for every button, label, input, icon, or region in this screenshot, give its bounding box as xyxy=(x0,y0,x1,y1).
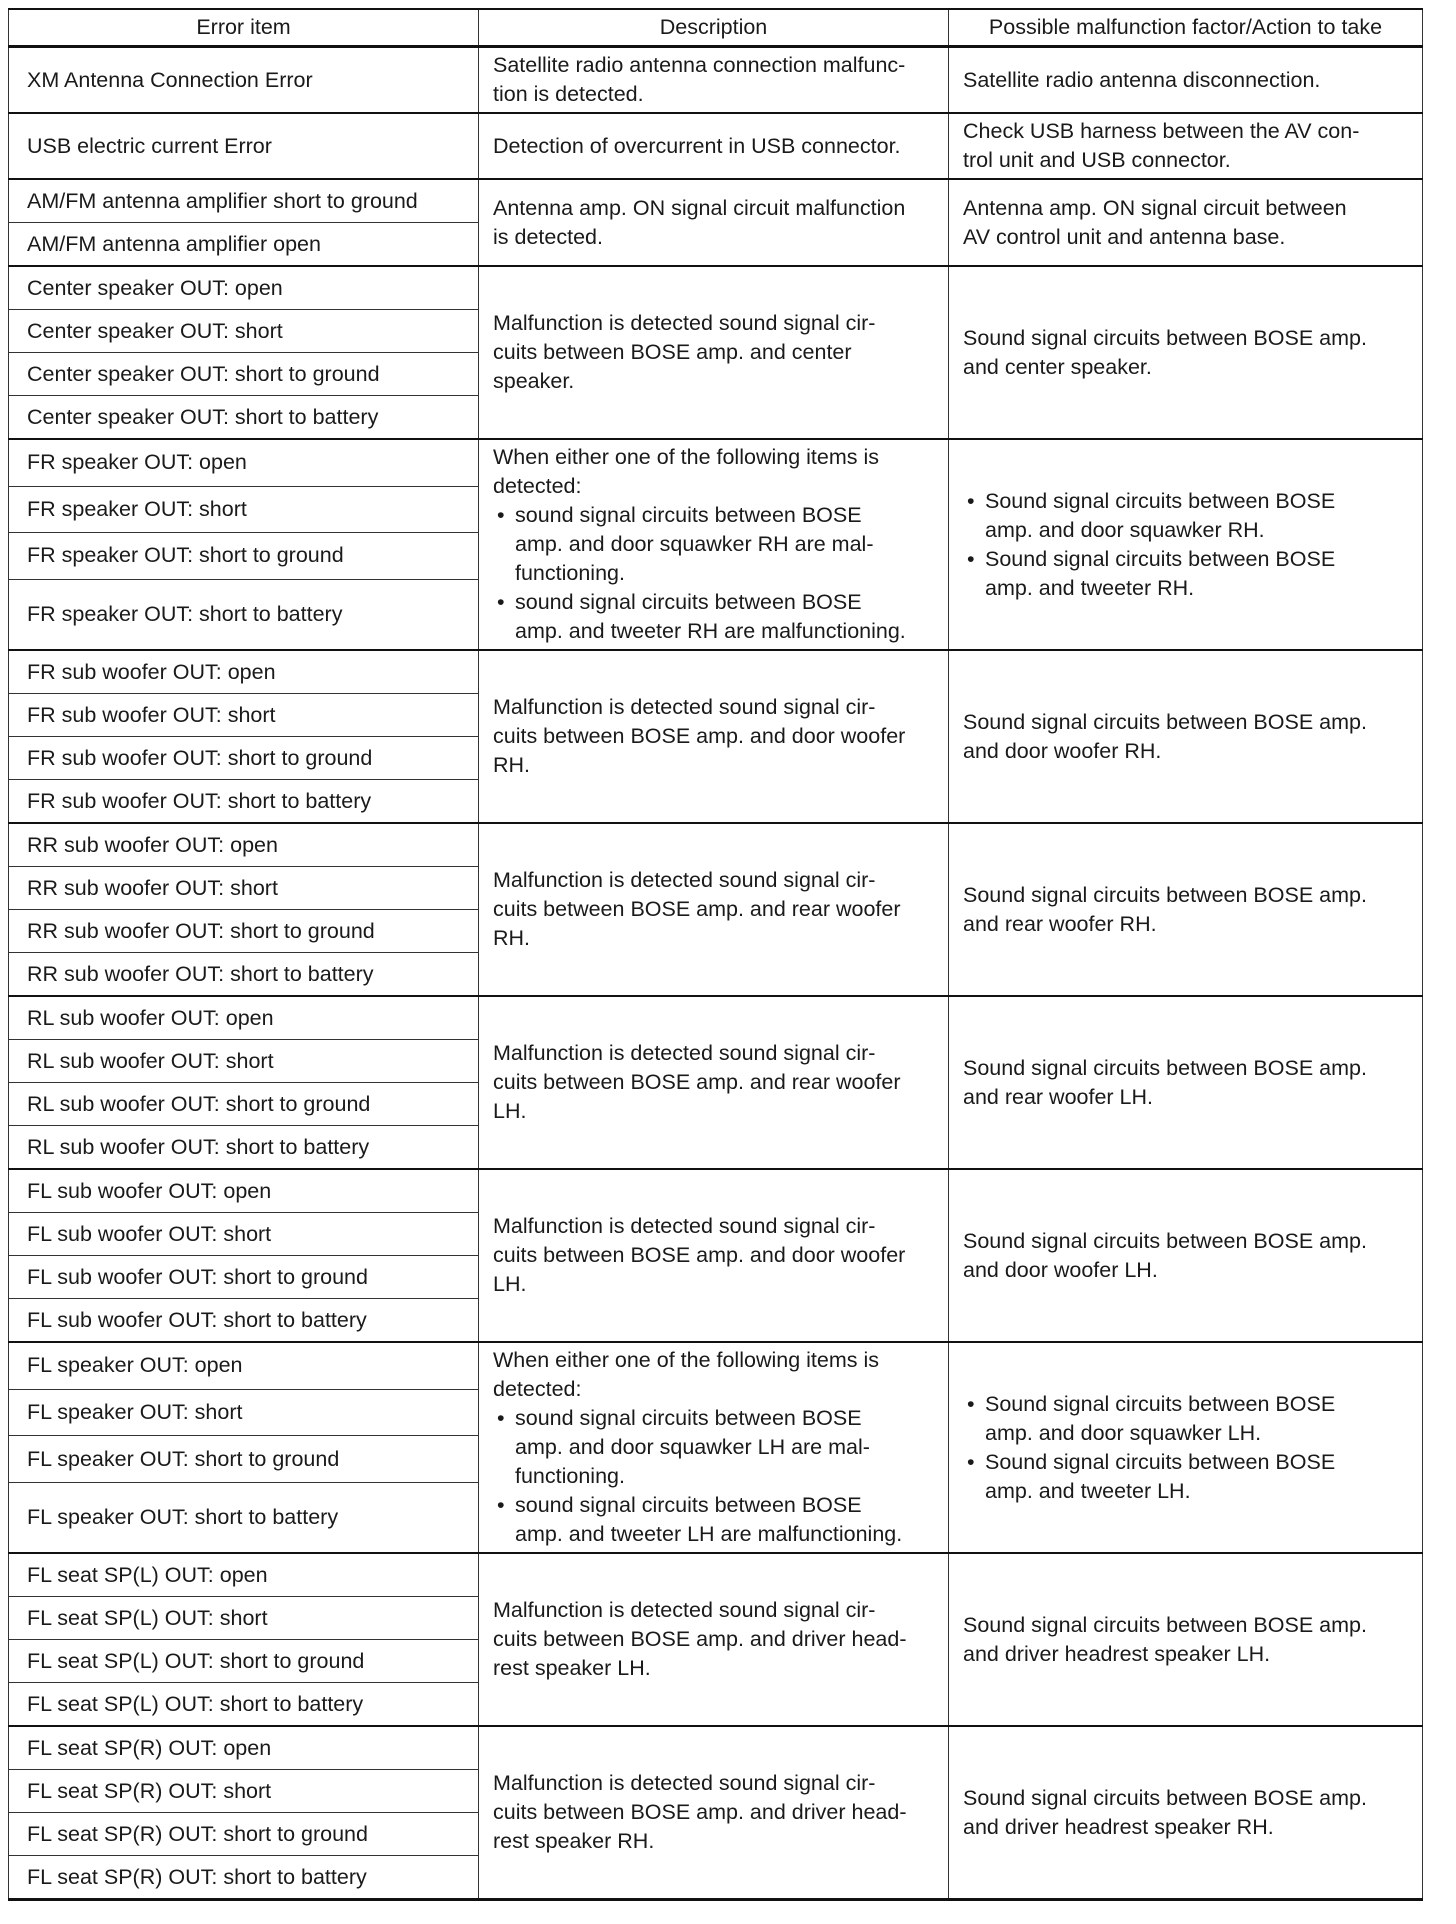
action-bullet: • Sound signal circuits between BOSE amp. and tweeter RH. xyxy=(963,545,1410,603)
action-bullet-list xyxy=(963,1390,1410,1506)
description-bullet-list xyxy=(493,1404,936,1549)
action-cell: Satellite radio antenna disconnection. xyxy=(949,47,1423,114)
description-cell: Malfunction is detected sound signal cir- cuits between BOSE amp. and door woofer LH. xyxy=(479,1169,949,1342)
description-cell: Malfunction is detected sound signal cir- cuits between BOSE amp. and center speaker. xyxy=(479,266,949,439)
description-intro: When either one of the following items is detected: xyxy=(493,1348,880,1402)
table-row xyxy=(9,1553,1423,1597)
description-cell: Malfunction is detected sound signal cir- cuits between BOSE amp. and rear woofer RH. xyxy=(479,823,949,996)
error-item-cell: FL speaker OUT: short xyxy=(9,1389,479,1436)
error-item-cell: AM/FM antenna amplifier open xyxy=(9,223,479,267)
error-item-cell: FL speaker OUT: short to ground xyxy=(9,1436,479,1483)
action-cell xyxy=(949,1342,1423,1553)
action-cell: Sound signal circuits between BOSE amp. and center speaker. xyxy=(949,266,1423,439)
description-intro: When either one of the following items is detected: xyxy=(493,445,880,499)
action-cell: Sound signal circuits between BOSE amp. and door woofer RH. xyxy=(949,650,1423,823)
description-cell: Satellite radio antenna connection malfunc- tion is detected. xyxy=(479,47,949,114)
header-error-item: Error item xyxy=(9,9,479,47)
error-item-cell: FL speaker OUT: short to battery xyxy=(9,1482,479,1553)
error-item-cell: XM Antenna Connection Error xyxy=(9,47,479,114)
error-item-cell: Center speaker OUT: short to ground xyxy=(9,353,479,396)
description-cell xyxy=(479,439,949,650)
error-item-cell: FR speaker OUT: short to battery xyxy=(9,579,479,650)
error-item-cell: Center speaker OUT: short to battery xyxy=(9,396,479,440)
error-item-cell: FR sub woofer OUT: open xyxy=(9,650,479,694)
table-row xyxy=(9,996,1423,1040)
action-cell: Sound signal circuits between BOSE amp. and driver headrest speaker RH. xyxy=(949,1726,1423,1900)
error-item-cell: FL seat SP(L) OUT: short xyxy=(9,1597,479,1640)
table-row xyxy=(9,823,1423,867)
table-row xyxy=(9,1169,1423,1213)
table-row xyxy=(9,179,1423,223)
description-bullet: • sound signal circuits between BOSE amp. and door squawker LH are mal- functioning. xyxy=(493,1404,936,1491)
description-cell: Detection of overcurrent in USB connector. xyxy=(479,113,949,179)
error-item-cell: RL sub woofer OUT: short to battery xyxy=(9,1126,479,1170)
error-item-cell: FL seat SP(L) OUT: open xyxy=(9,1553,479,1597)
error-item-cell: USB electric current Error xyxy=(9,113,479,179)
error-item-cell: AM/FM antenna amplifier short to ground xyxy=(9,179,479,223)
error-item-cell: FL seat SP(R) OUT: short to ground xyxy=(9,1813,479,1856)
action-cell: Sound signal circuits between BOSE amp. and door woofer LH. xyxy=(949,1169,1423,1342)
table-row xyxy=(9,439,1423,486)
error-item-cell: FL sub woofer OUT: short to ground xyxy=(9,1256,479,1299)
error-item-cell: FL sub woofer OUT: short to battery xyxy=(9,1299,479,1343)
description-cell: Malfunction is detected sound signal cir- cuits between BOSE amp. and rear woofer LH. xyxy=(479,996,949,1169)
error-item-cell: FL seat SP(R) OUT: short to battery xyxy=(9,1856,479,1900)
error-item-cell: Center speaker OUT: short xyxy=(9,310,479,353)
description-bullet: • sound signal circuits between BOSE amp. and tweeter LH are malfunctioning. xyxy=(493,1491,936,1549)
table-row xyxy=(9,47,1423,114)
error-item-cell: FL sub woofer OUT: open xyxy=(9,1169,479,1213)
error-item-cell: RR sub woofer OUT: short xyxy=(9,867,479,910)
error-item-cell: RL sub woofer OUT: short xyxy=(9,1040,479,1083)
action-bullet-list xyxy=(963,487,1410,603)
header-description: Description xyxy=(479,9,949,47)
error-table xyxy=(8,8,1423,1901)
error-item-cell: FL seat SP(L) OUT: short to battery xyxy=(9,1683,479,1727)
description-cell: Malfunction is detected sound signal cir- cuits between BOSE amp. and driver head- rest speaker RH. xyxy=(479,1726,949,1900)
error-item-cell: FR sub woofer OUT: short to ground xyxy=(9,737,479,780)
error-item-cell: RL sub woofer OUT: short to ground xyxy=(9,1083,479,1126)
description-bullet-list xyxy=(493,501,936,646)
error-item-cell: FL sub woofer OUT: short xyxy=(9,1213,479,1256)
header-row xyxy=(9,9,1423,47)
action-cell: Sound signal circuits between BOSE amp. and rear woofer RH. xyxy=(949,823,1423,996)
table-row xyxy=(9,1726,1423,1770)
description-bullet: • sound signal circuits between BOSE amp. and tweeter RH are malfunctioning. xyxy=(493,588,936,646)
action-cell xyxy=(949,439,1423,650)
description-cell: Malfunction is detected sound signal cir- cuits between BOSE amp. and driver head- rest speaker LH. xyxy=(479,1553,949,1726)
error-table-container xyxy=(8,8,1422,1901)
error-item-cell: FL seat SP(R) OUT: short xyxy=(9,1770,479,1813)
description-cell: Malfunction is detected sound signal cir- cuits between BOSE amp. and door woofer RH. xyxy=(479,650,949,823)
table-body xyxy=(9,47,1423,1900)
action-bullet: • Sound signal circuits between BOSE amp. and door squawker LH. xyxy=(963,1390,1410,1448)
error-item-cell: FR speaker OUT: short to ground xyxy=(9,533,479,580)
error-item-cell: RR sub woofer OUT: open xyxy=(9,823,479,867)
action-bullet: • Sound signal circuits between BOSE amp. and door squawker RH. xyxy=(963,487,1410,545)
table-row xyxy=(9,266,1423,310)
error-item-cell: Center speaker OUT: open xyxy=(9,266,479,310)
action-cell: Sound signal circuits between BOSE amp. and driver headrest speaker LH. xyxy=(949,1553,1423,1726)
header-action: Possible malfunction factor/Action to take xyxy=(949,9,1423,47)
action-bullet: • Sound signal circuits between BOSE amp. and tweeter LH. xyxy=(963,1448,1410,1506)
error-item-cell: FR speaker OUT: short xyxy=(9,486,479,533)
error-item-cell: FR sub woofer OUT: short xyxy=(9,694,479,737)
table-row xyxy=(9,1342,1423,1389)
error-item-cell: RR sub woofer OUT: short to battery xyxy=(9,953,479,997)
action-cell: Check USB harness between the AV con- trol unit and USB connector. xyxy=(949,113,1423,179)
table-row xyxy=(9,650,1423,694)
action-cell: Antenna amp. ON signal circuit between AV control unit and antenna base. xyxy=(949,179,1423,266)
error-item-cell: FL speaker OUT: open xyxy=(9,1342,479,1389)
description-bullet: • sound signal circuits between BOSE amp. and door squawker RH are mal- functioning. xyxy=(493,501,936,588)
error-item-cell: RR sub woofer OUT: short to ground xyxy=(9,910,479,953)
description-cell: Antenna amp. ON signal circuit malfunction is detected. xyxy=(479,179,949,266)
error-item-cell: RL sub woofer OUT: open xyxy=(9,996,479,1040)
error-item-cell: FR sub woofer OUT: short to battery xyxy=(9,780,479,824)
error-item-cell: FL seat SP(R) OUT: open xyxy=(9,1726,479,1770)
error-item-cell: FR speaker OUT: open xyxy=(9,439,479,486)
action-cell: Sound signal circuits between BOSE amp. and rear woofer LH. xyxy=(949,996,1423,1169)
table-row xyxy=(9,113,1423,179)
description-cell xyxy=(479,1342,949,1553)
error-item-cell: FL seat SP(L) OUT: short to ground xyxy=(9,1640,479,1683)
